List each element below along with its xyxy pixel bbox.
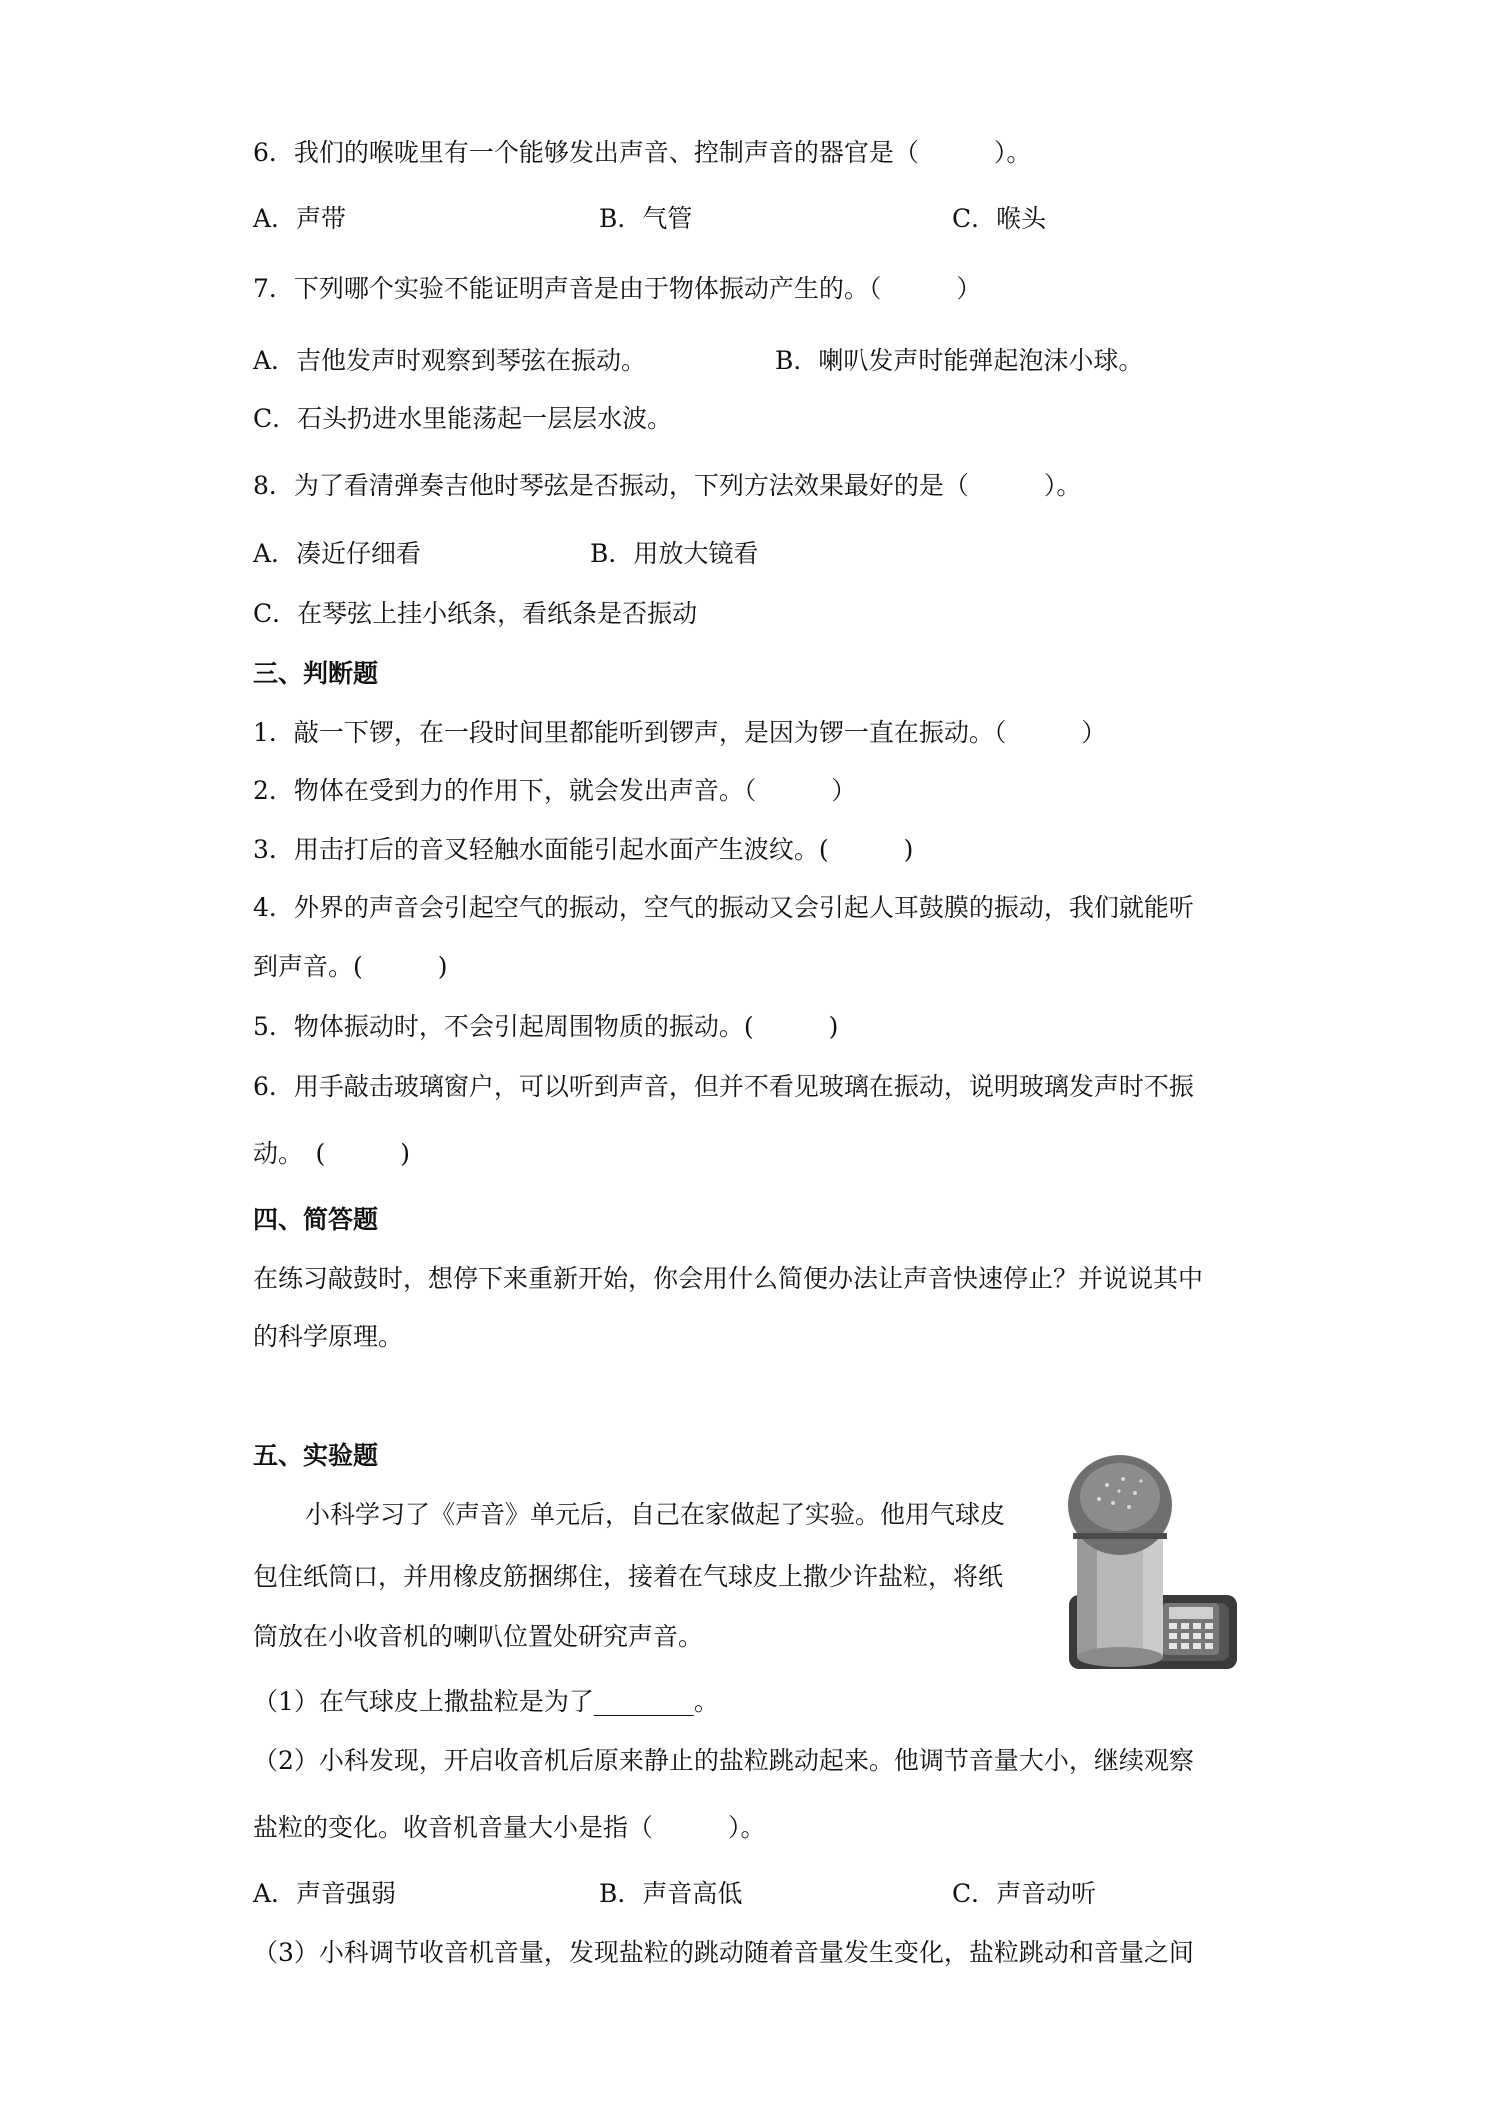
question-8-option-c: C．在琴弦上挂小纸条，看纸条是否振动 xyxy=(253,599,698,628)
section-experiment-heading: 五、实验题 xyxy=(253,1441,379,1470)
question-7-option-a: A．吉他发声时观察到琴弦在振动。 xyxy=(253,346,647,375)
experiment-q3: （3）小科调节收音机音量，发现盐粒的跳动随着音量发生变化，盐粒跳动和音量之间 xyxy=(253,1938,1194,1967)
question-8-option-a: A．凑近仔细看 xyxy=(253,539,422,568)
judge-item-3: 3．用击打后的音叉轻触水面能引起水面产生波纹。( ) xyxy=(253,835,914,864)
experiment-intro-line-2: 包住纸筒口，并用橡皮筋捆绑住，接着在气球皮上撒少许盐粒，将纸 xyxy=(253,1562,1004,1591)
judge-item-2: 2．物体在受到力的作用下，就会发出声音。（ ） xyxy=(253,776,857,805)
experiment-intro-line-1: 小科学习了《声音》单元后，自己在家做起了实验。他用气球皮 xyxy=(305,1500,1006,1529)
judge-item-4-line-2: 到声音。( ) xyxy=(253,952,448,981)
judge-item-6-line-1: 6．用手敲击玻璃窗户，可以听到声音，但并不看见玻璃在振动，说明玻璃发声时不振 xyxy=(253,1072,1194,1101)
question-7-stem: 7．下列哪个实验不能证明声音是由于物体振动产生的。（ ） xyxy=(253,274,982,303)
question-6-option-b: B．气管 xyxy=(599,204,693,233)
question-6-option-c: C．喉头 xyxy=(952,204,1047,233)
experiment-q2-option-c: C．声音动听 xyxy=(952,1879,1097,1908)
question-7-option-c: C．石头扔进水里能荡起一层层水波。 xyxy=(253,404,673,433)
judge-item-4-line-1: 4．外界的声音会引起空气的振动，空气的振动又会引起人耳鼓膜的振动，我们就能听 xyxy=(253,893,1194,922)
question-6-stem: 6．我们的喉咙里有一个能够发出声音、控制声音的器官是（ ）。 xyxy=(253,138,1032,167)
short-answer-line-1: 在练习敲鼓时，想停下来重新开始，你会用什么简便办法让声音快速停止？并说说其中 xyxy=(253,1264,1204,1293)
short-answer-line-2: 的科学原理。 xyxy=(253,1322,404,1351)
question-8-stem: 8．为了看清弹奏吉他时琴弦是否振动，下列方法效果最好的是（ ）。 xyxy=(253,471,1082,500)
judge-item-5: 5．物体振动时，不会引起周围物质的振动。( ) xyxy=(253,1012,839,1041)
experiment-intro-line-3: 筒放在小收音机的喇叭位置处研究声音。 xyxy=(253,1622,704,1651)
question-7-option-b: B．喇叭发声时能弹起泡沫小球。 xyxy=(775,346,1144,375)
judge-item-1: 1．敲一下锣，在一段时间里都能听到锣声，是因为锣一直在振动。（ ） xyxy=(253,718,1107,747)
experiment-q2-line-2: 盐粒的变化。收音机音量大小是指（ ）。 xyxy=(253,1813,766,1842)
section-short-heading: 四、简答题 xyxy=(253,1205,379,1234)
experiment-q2-option-b: B．声音高低 xyxy=(599,1879,743,1908)
question-8-option-b: B．用放大镜看 xyxy=(590,539,759,568)
experiment-q1: （1）在气球皮上撒盐粒是为了________。 xyxy=(253,1687,719,1716)
balloon-tube-radio-illustration xyxy=(1063,1445,1241,1680)
section-judge-heading: 三、判断题 xyxy=(253,659,379,688)
question-6-option-a: A．声带 xyxy=(253,204,347,233)
experiment-q2-option-a: A．声音强弱 xyxy=(253,1879,397,1908)
experiment-q2-line-1: （2）小科发现，开启收音机后原来静止的盐粒跳动起来。他调节音量大小，继续观察 xyxy=(253,1746,1194,1775)
judge-item-6-line-2: 动。 ( ) xyxy=(253,1139,411,1168)
